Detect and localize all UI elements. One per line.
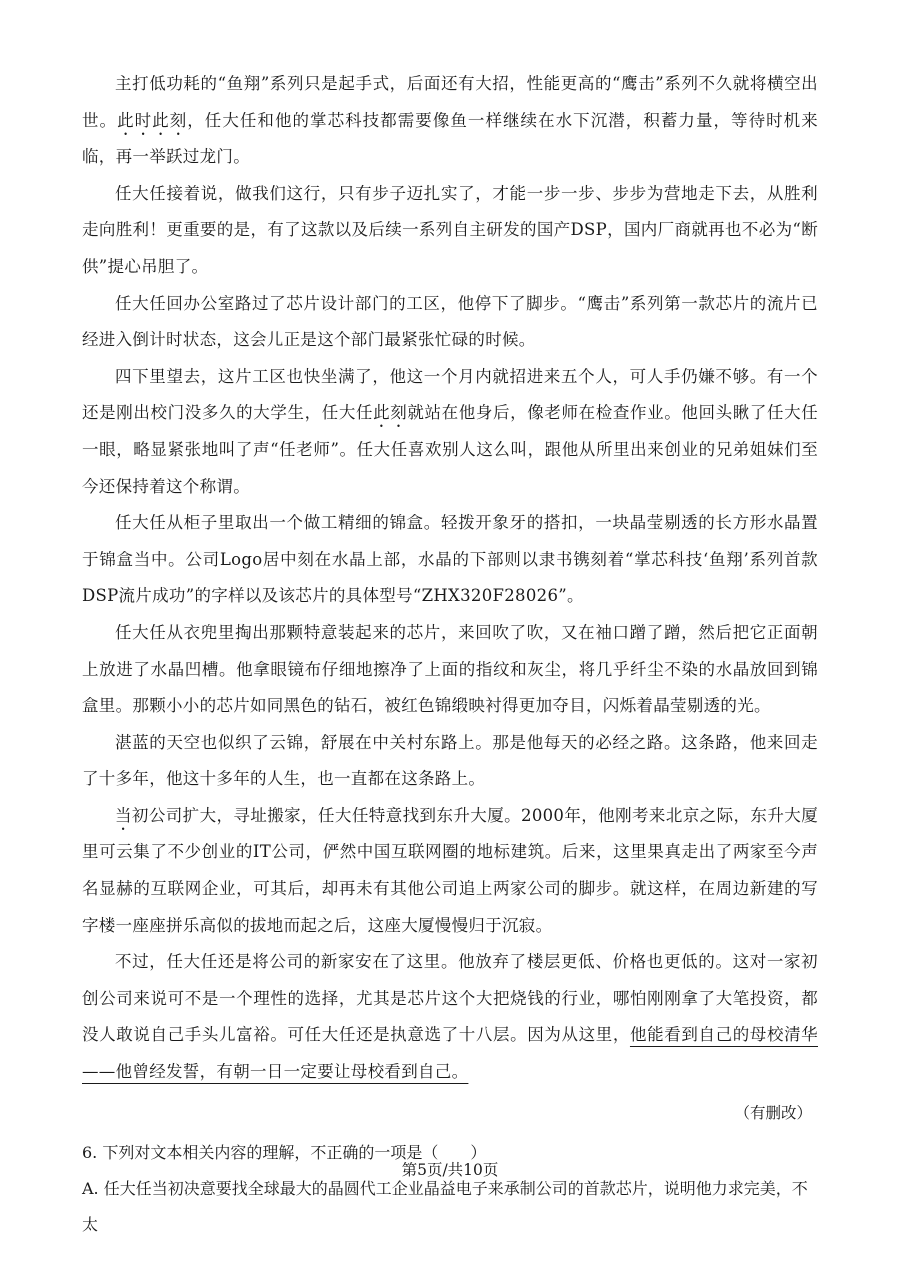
- underlined-sentence: 他能看到自己的母校清华——他曾经发誓，有朝一日一定要让母校看到自己。: [82, 1025, 818, 1082]
- article-paragraphs: [82, 66, 818, 1091]
- paragraph-text: 四下里望去，这片工区也快坐满了，他这一个月内就招进来五个人，可人手仍嫌不够。有一个还是刚出校门没多久的大学生，任大任: [82, 366, 818, 423]
- paragraph: [82, 944, 818, 1090]
- question-6: 6. 下列对文本相关内容的理解，不正确的一项是（ ）: [82, 1142, 487, 1162]
- paragraph: [82, 176, 818, 286]
- paragraph: [82, 798, 818, 944]
- option-a: A. 任大任当初决意要找全球最大的晶圆代工企业晶益电子来承制公司的首款芯片，说明他力求完美，不太: [82, 1178, 808, 1234]
- paragraph-text: 就站在他身后，像老师在检查作业。他回头瞅了任大任一眼，略显紧张地叫了声“任老师”。任大任喜欢别人这么叫，跟他从所里出来创业的兄弟姐妹们至今还保持着这个称谓。: [82, 403, 818, 496]
- emphasis-dotted-text: 此时此刻: [117, 110, 188, 130]
- paragraph-text: ，任大任和他的掌芯科技都需要像鱼一样继续在水下沉潜，积蓄力量，等待时机来临，再一举跃过龙门。: [82, 110, 818, 167]
- paragraph: [82, 286, 818, 359]
- paragraph: [82, 615, 818, 725]
- paragraph-text: 任大任从衣兜里掏出那颗特意装起来的芯片，来回吹了吹，又在袖口蹭了蹭，然后把它正面朝上放进了水晶凹槽。他拿眼镜布仔细地擦净了上面的指纹和灰尘，将几乎纤尘不染的水晶放回到锦盒里。那颗小小的芯片如同黑色的钻石，被红色锦缎映衬得更加夺目，闪烁着晶莹剔透的光。: [82, 622, 818, 716]
- paragraph-text: 初公司扩大，寻址搬家，任大任特意找到东升大厦。2000年，他刚考来北京之际，东升大厦里可云集了不少创业的IT公司，俨然中国互联网圈的地标建筑。后来，这里果真走出了两家至今声名显赫的互联网企业，可其后，却再未有其他公司追上两家公司的脚步。就这样，在周边新建的写字楼一座座拼乐高似的拔地而起之后，这座大厦慢慢归于沉寂。: [82, 805, 818, 935]
- emphasis-dotted-text: 当: [115, 805, 132, 825]
- paragraph-text: 主打低功耗的“鱼翔”系列只是起手式，后面还有大招，性能更高的“鹰击”系列不久就将横空出世。: [82, 74, 818, 130]
- paragraph-text: 任大任回办公室路过了芯片设计部门的工区，他停下了脚步。“鹰击”系列第一款芯片的流片已经进入倒计时状态，这会儿正是这个部门最紧张忙碌的时候。: [82, 293, 818, 350]
- paragraph-text: 湛蓝的天空也似织了云锦，舒展在中关村东路上。那是他每天的必经之路。这条路，他来回走了十多年，他这十多年的人生，也一直都在这条路上。: [82, 732, 818, 789]
- emphasis-dotted-text: 此刻: [373, 403, 408, 423]
- paragraph-text: 不过，任大任还是将公司的新家安在了这里。他放弃了楼层更低、价格也更低的。这对一家初创公司来说可不是一个理性的选择，尤其是芯片这个大把烧钱的行业，哪怕刚刚拿了大笔投资，都没人敢说自己手头儿富裕。可任大任还是执意选了十八层。因为从这里，: [82, 952, 818, 1045]
- paragraph: [82, 359, 818, 505]
- article-body: [82, 66, 818, 1243]
- source-note: （有删改）: [734, 1103, 812, 1122]
- paragraph-text: 任大任接着说，做我们这行，只有步子迈扎实了，才能一步一步、步步为营地走下去，从胜利走向胜利！更重要的是，有了这款以及后续一系列自主研发的国产DSP，国内厂商就再也不必为“断供”提心吊胆了。: [82, 183, 818, 276]
- paragraph: [82, 725, 818, 798]
- page-footer: 第5页/共10页: [401, 1161, 499, 1179]
- paragraph: [82, 66, 818, 176]
- paragraph: [82, 505, 818, 615]
- paragraph-text: 任大任从柜子里取出一个做工精细的锦盒。轻拨开象牙的搭扣，一块晶莹剔透的长方形水晶置于锦盒当中。公司Logo居中刻在水晶上部，水晶的下部则以隶书镌刻着“掌芯科技‘鱼翔’系列首款DSP流片成功”的字样以及该芯片的具体型号“ZHX320F28026”。: [82, 513, 818, 606]
